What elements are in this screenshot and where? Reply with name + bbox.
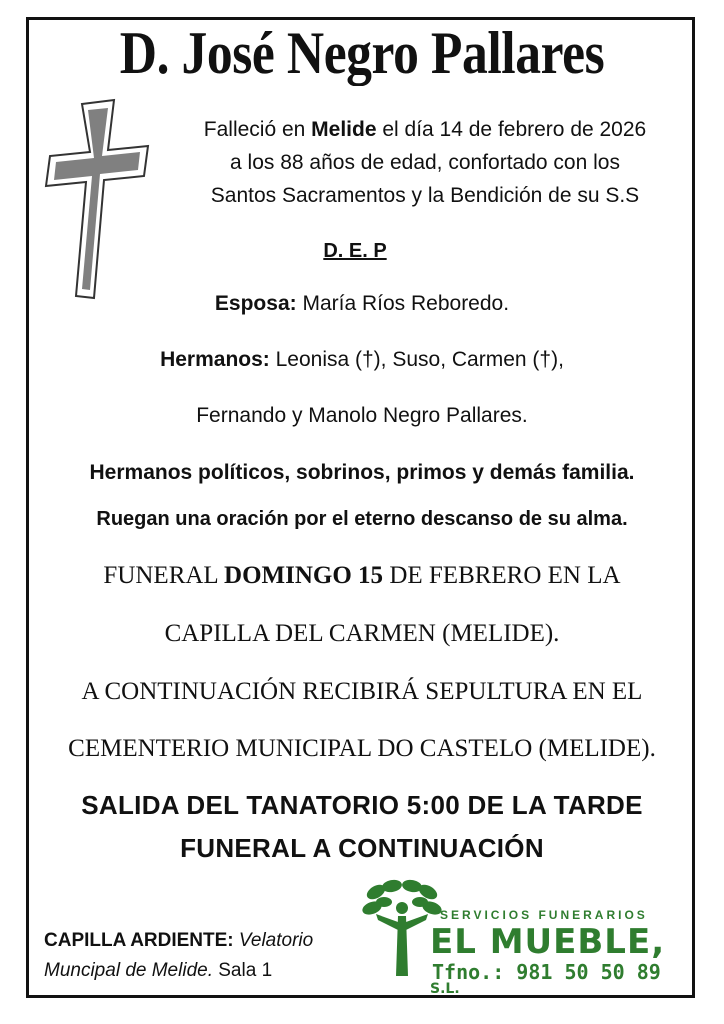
funeral-home-logo: SERVICIOS FUNERARIOS EL MUEBLE, S.L. Tfno.: 981 50 50 89: [360, 878, 680, 988]
departure-line-1: SALIDA DEL TANATORIO 5:00 DE LA TARDE: [81, 790, 643, 820]
extended-family-line: Hermanos políticos, sobrinos, primos y demás familia.: [89, 461, 635, 484]
chapel-info: CAPILLA ARDIENTE: Velatorio Muncipal de Melide. Sala 1: [44, 930, 314, 981]
deceased-name: D. José Negro Pallares: [119, 20, 605, 86]
siblings-line: Hermanos: Leonisa (†), Suso, Carmen (†),: [160, 348, 564, 371]
spouse-line: Esposa: María Ríos Reboredo.: [214, 292, 510, 315]
funeral-line-3: A CONTINUACIÓN RECIBIRÁ SEPULTURA EN EL: [81, 678, 643, 705]
intro-text: Falleció en Melide el día 14 de febrero de 2026 a los 88 años de edad, confortado con los Santos Sacramentos y la Bendición de su S.S: [203, 118, 647, 207]
funeral-line-4: CEMENTERIO MUNICIPAL DO CASTELO (MELIDE).: [68, 735, 656, 762]
funeral-line-1: FUNERAL DOMINGO 15 DE FEBRERO EN LA: [103, 562, 621, 589]
prayer-line: Ruegan una oración por el eterno descanso de su alma.: [96, 508, 628, 530]
siblings-cont-line: Fernando y Manolo Negro Pallares.: [196, 404, 528, 427]
funeral-line-2: CAPILLA DEL CARMEN (MELIDE).: [164, 620, 560, 647]
dep-label: D. E. P: [323, 240, 387, 262]
cross-icon: [44, 98, 152, 303]
departure-line-2: FUNERAL A CONTINUACIÓN: [180, 833, 544, 863]
